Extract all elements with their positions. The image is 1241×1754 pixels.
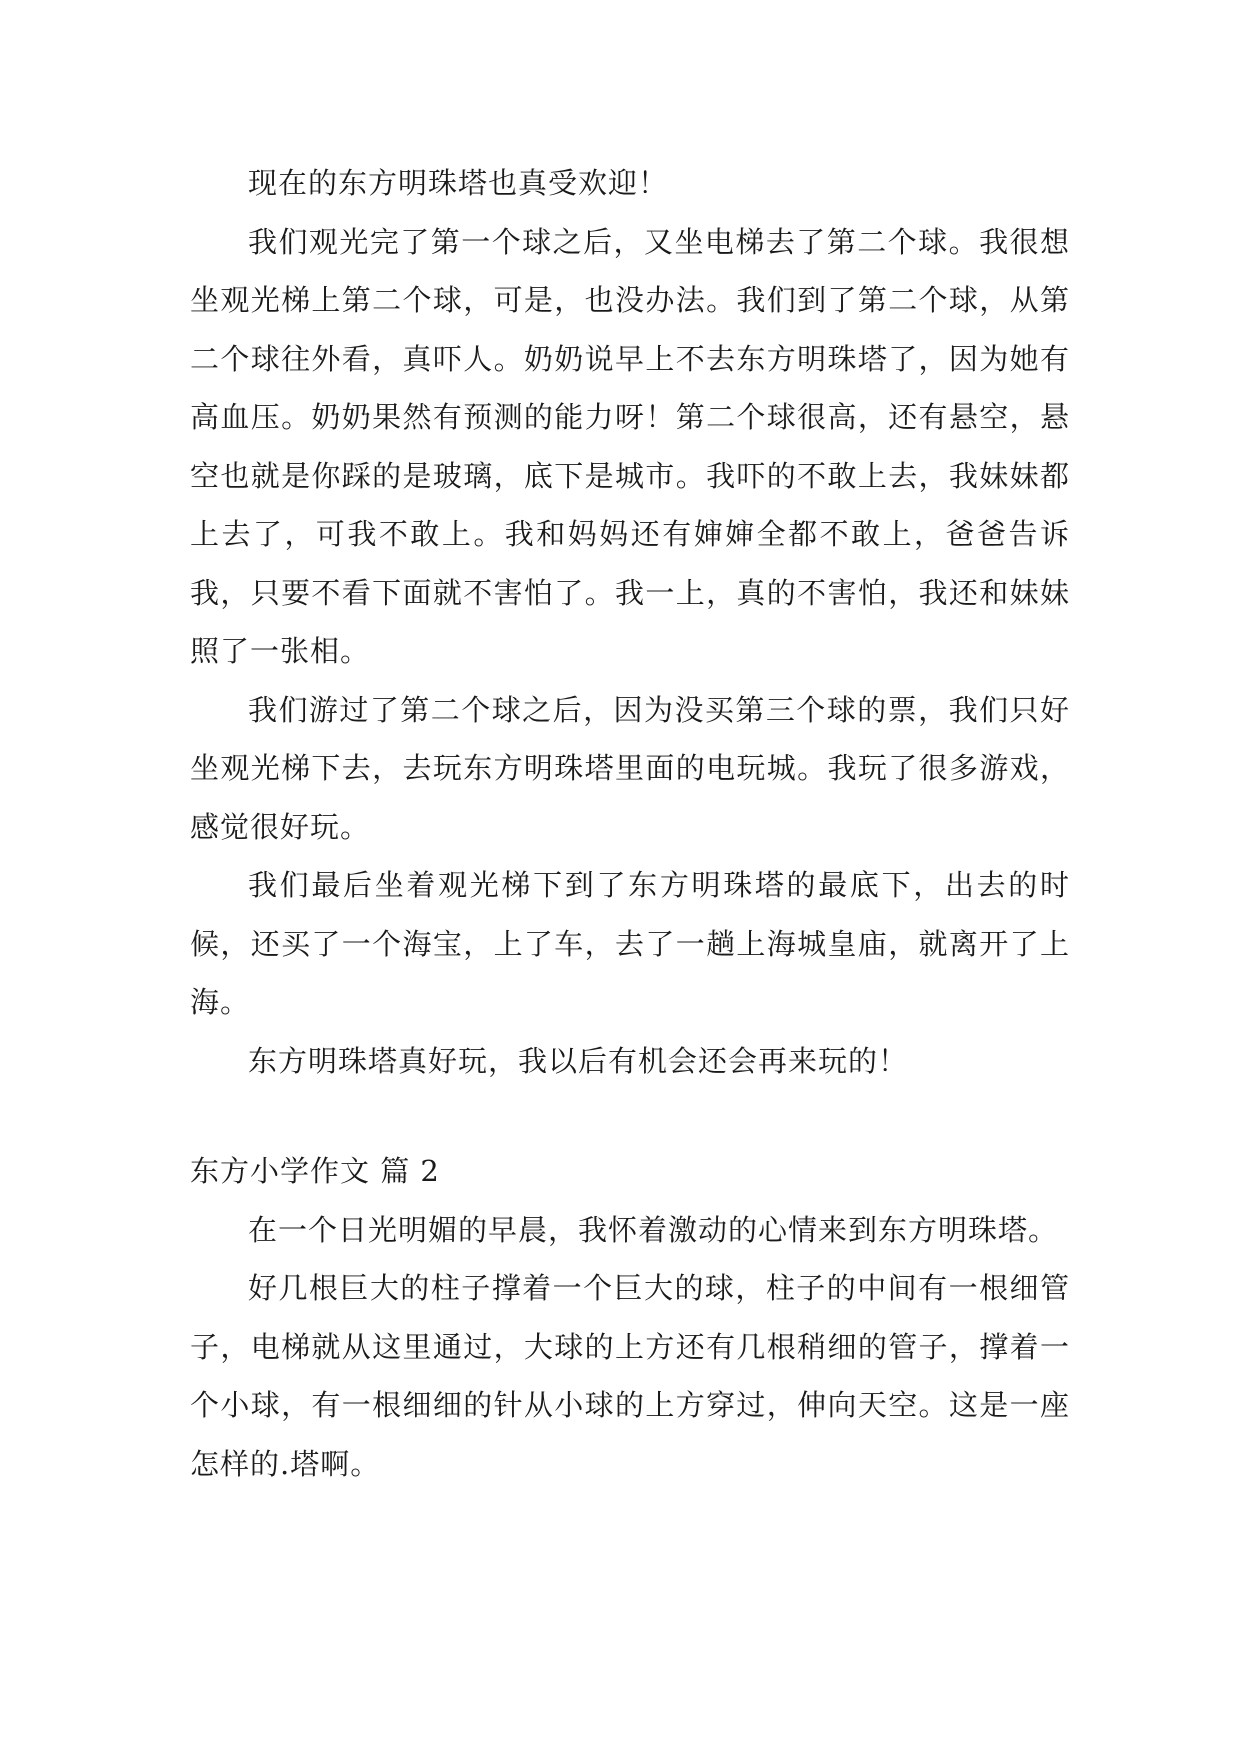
- paragraph: 我们游过了第二个球之后，因为没买第三个球的票，我们只好坐观光梯下去，去玩东方明珠塔里面的电玩城。我玩了很多游戏，感觉很好玩。: [190, 692, 1070, 844]
- paragraph: 好几根巨大的柱子撑着一个巨大的球，柱子的中间有一根细管子，电梯就从这里通过，大球的上方还有几根稍细的管子，撑着一个小球，有一根细细的针从小球的上方穿过，伸向天空。这是一座怎样的.塔啊。: [190, 1271, 1070, 1481]
- section-heading: 东方小学作文 篇 2: [190, 1154, 440, 1188]
- paragraph: 现在的东方明珠塔也真受欢迎！: [248, 166, 669, 200]
- paragraph: 东方明珠塔真好玩，我以后有机会还会再来玩的！: [248, 1043, 909, 1078]
- paragraph: 我们观光完了第一个球之后，又坐电梯去了第二个球。我很想坐观光梯上第二个球，可是，也没办法。我们到了第二个球，从第二个球往外看，真吓人。奶奶说早上不去东方明珠塔了，因为她有高血压。奶奶果然有预测的能力呀！第二个球很高，还有悬空，悬空也就是你踩的是玻璃，底下是城市。我吓的不敢上去，我妹妹都上去了，可我不敢上。我和妈妈还有婶婶全都不敢上，爸爸告诉我，只要不看下面就不害怕了。我一上，真的不害怕，我还和妹妹照了一张相。: [190, 224, 1070, 668]
- essay-part-2: [190, 1142, 1070, 1493]
- essay-part-1: [190, 154, 1070, 1090]
- paragraph: 在一个日光明媚的早晨，我怀着激动的心情来到东方明珠塔。: [248, 1212, 1059, 1247]
- paragraph: 我们最后坐着观光梯下到了东方明珠塔的最底下，出去的时候，还买了一个海宝，上了车，去了一趟上海城皇庙，就离开了上海。: [190, 868, 1070, 1019]
